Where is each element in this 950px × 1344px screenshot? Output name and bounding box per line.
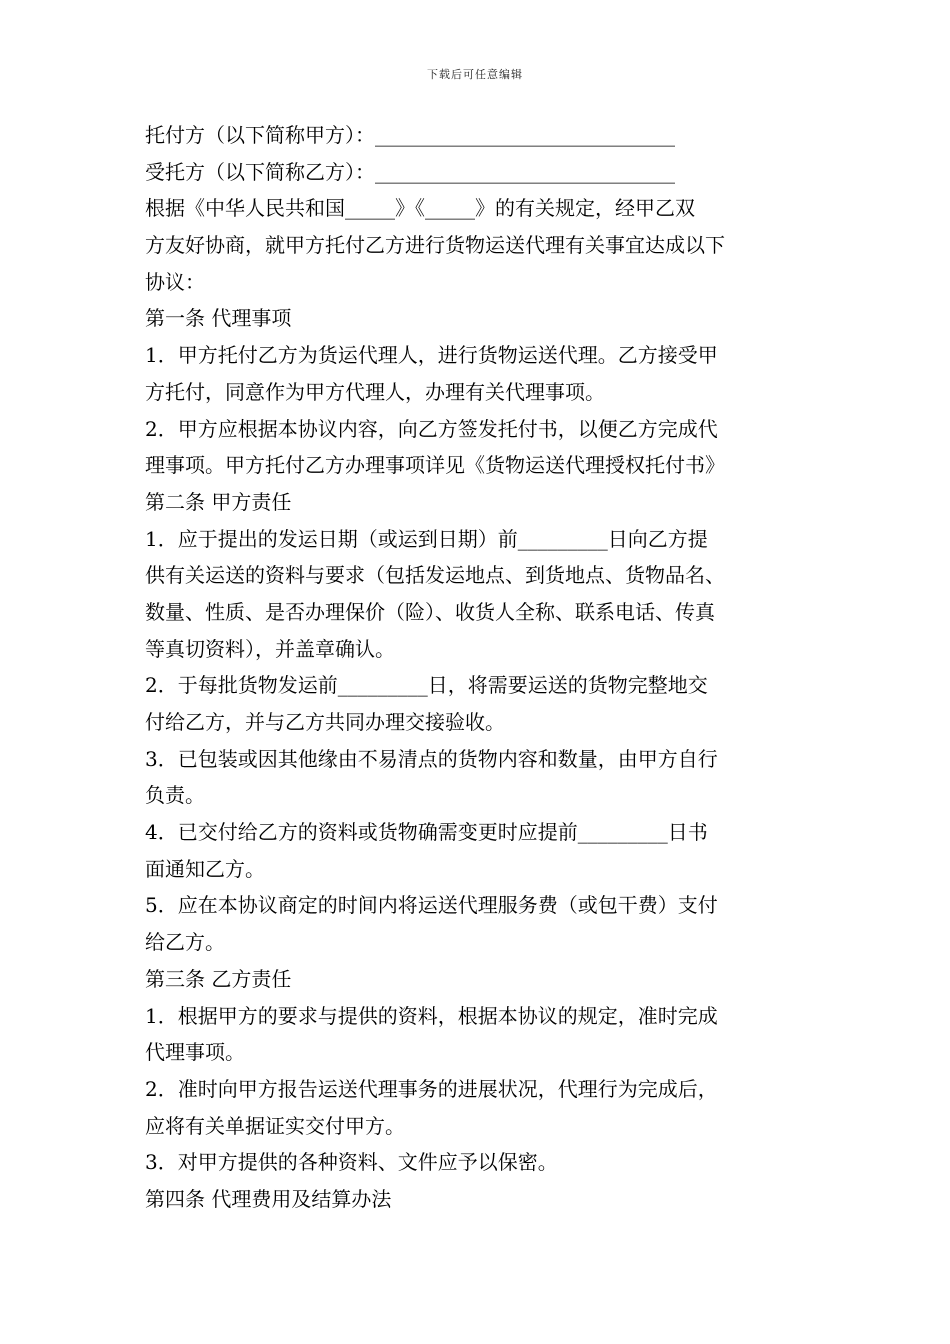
clause-line: 2．于每批货物发运前_________日，将需要运送的货物完整地交 xyxy=(145,673,708,698)
preamble-line: 方友好协商，就甲方托付乙方进行货物运送代理有关事宜达成以下 xyxy=(145,233,725,258)
clause-line: 3．对甲方提供的各种资料、文件应予以保密。 xyxy=(145,1150,558,1175)
party-a-line: 托付方（以下简称甲方）：______________________________ xyxy=(145,123,675,147)
clause-line: 3．已包装或因其他缘由不易清点的货物内容和数量，由甲方自行 xyxy=(145,746,718,771)
clause-line: 4．已交付给乙方的资料或货物确需变更时应提前_________日书 xyxy=(145,820,708,845)
clause-line: 理事项。甲方托付乙方办理事项详见《货物运送代理授权托付书》 xyxy=(145,453,725,478)
article-2-heading: 第二条 甲方责任 xyxy=(145,489,292,514)
clause-line: 1．甲方托付乙方为货运代理人，进行货物运送代理。乙方接受甲 xyxy=(145,343,718,368)
clause-line: 1．应于提出的发运日期（或运到日期）前_________日向乙方提 xyxy=(145,526,708,551)
clause-line: 付给乙方，并与乙方共同办理交接验收。 xyxy=(145,710,505,734)
clause-line: 面通知乙方。 xyxy=(145,856,265,881)
clause-line: 等真切资料），并盖章确认。 xyxy=(145,636,395,661)
article-3-heading: 第三条 乙方责任 xyxy=(145,966,292,991)
clause-line: 5．应在本协议商定的时间内将运送代理服务费（或包干费）支付 xyxy=(145,893,718,918)
clause-line: 1．根据甲方的要求与提供的资料，根据本协议的规定，准时完成 xyxy=(145,1003,718,1028)
clause-line: 供有关运送的资料与要求（包括发运地点、到货地点、货物品名、 xyxy=(145,563,725,588)
article-1-heading: 第一条 代理事项 xyxy=(145,306,292,331)
preamble-line: 根据《中华人民共和国_____》《_____》的有关规定，经甲乙双 xyxy=(145,196,695,221)
clause-line: 方托付，同意作为甲方代理人，办理有关代理事项。 xyxy=(145,379,605,404)
document-body xyxy=(145,117,810,1218)
clause-line: 应将有关单据证实交付甲方。 xyxy=(145,1113,405,1138)
clause-line: 负责。 xyxy=(145,783,205,808)
header-note: 下载后可任意编辑 xyxy=(427,68,523,81)
clause-line: 给乙方。 xyxy=(145,930,225,955)
preamble-line: 协议： xyxy=(145,269,205,294)
clause-line: 代理事项。 xyxy=(145,1040,245,1065)
clause-line: 数量、性质、是否办理保价（险）、收货人全称、联系电话、传真 xyxy=(145,599,715,624)
party-b-line: 受托方（以下简称乙方）：______________________________ xyxy=(145,159,675,184)
clause-line: 2．甲方应根据本协议内容，向乙方签发托付书，以便乙方完成代 xyxy=(145,416,718,441)
article-4-heading: 第四条 代理费用及结算办法 xyxy=(145,1186,392,1211)
clause-line: 2．准时向甲方报告运送代理事务的进展状况，代理行为完成后， xyxy=(145,1076,718,1101)
